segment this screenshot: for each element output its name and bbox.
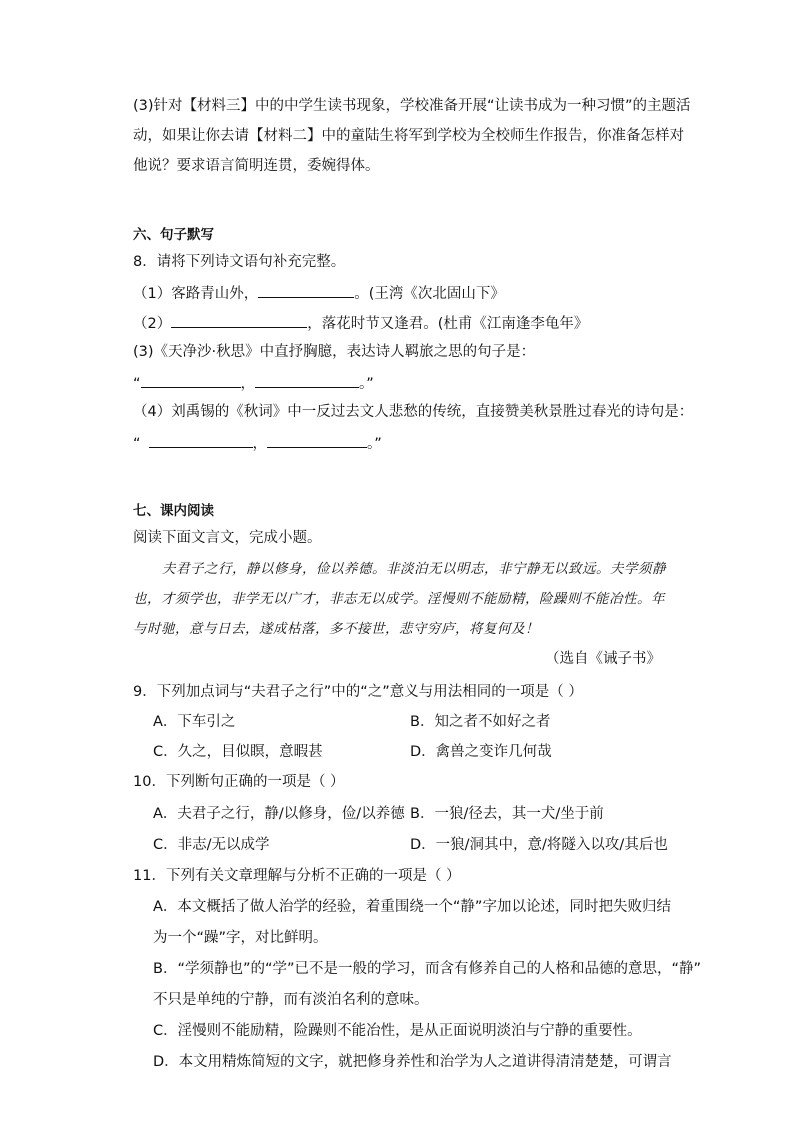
q10-option-a[interactable]: A．夫君子之行，静/以修身，俭/以养德	[153, 806, 405, 822]
q8-item2-text: ，落花时节又逢君。(杜甫《江南逢李龟年》	[307, 316, 589, 332]
q8-item4: （4）刘禹锡的《秋词》中一反过去文人悲愁的传统，直接赞美秋景胜过春光的诗句是：	[133, 404, 694, 420]
q9-option-c[interactable]: C．久之，目似瞑，意暇甚	[153, 744, 323, 760]
close-quote: 。”	[367, 436, 382, 452]
q3-prompt-line3: 他说？要求语言简明连贯，委婉得体。	[133, 158, 380, 174]
q11-option-a-line1[interactable]: A．本文概括了做人治学的经验，着重围绕一个“静”字加以论述，同时把失败归结	[153, 899, 671, 915]
passage-line2: 也，才须学也，非学无以广才，非志无以成学。淫慢则不能励精，险躁则不能冶性。年	[133, 591, 665, 607]
section6-title: 六、句子默写	[133, 227, 214, 243]
section7-title: 七、课内阅读	[133, 503, 214, 519]
q8-item1-source: 。(王湾《次北固山下》	[354, 286, 505, 302]
q8-item2-label: （2）	[133, 316, 172, 332]
answer-blank[interactable]	[267, 433, 367, 448]
comma: ，	[252, 436, 268, 452]
q11-option-a-line2: 为一个“躁”字，对比鲜明。	[153, 930, 328, 946]
comma: ，	[240, 376, 256, 392]
passage-line1: 夫君子之行，静以修身，俭以养德。非淡泊无以明志，非宁静无以致远。夫学须静	[162, 561, 666, 577]
answer-blank[interactable]	[149, 433, 253, 448]
q10-stem: 10．下列断句正确的一项是（ ）	[133, 774, 345, 790]
q3-prompt-line2: 动，如果让你去请【材料二】中的童陆生将军到学校为全校师生作报告，你准备怎样对	[133, 128, 684, 144]
q8-item1-text: （1）客路青山外，	[133, 286, 259, 302]
q9-option-b[interactable]: B．知之者不如好之者	[410, 714, 551, 730]
q9-stem: 9．下列加点词与“夫君子之行”中的“之”意义与用法相同的一项是（ ）	[133, 684, 583, 700]
q11-option-b-line1[interactable]: B．“学须静也”的“学”已不是一般的学习，而含有修养自己的人格和品德的意思，“静”	[153, 961, 702, 977]
q8-stem: 8．请将下列诗文语句补充完整。	[133, 254, 346, 270]
q11-option-c[interactable]: C．淫慢则不能励精，险躁则不能冶性，是从正面说明淡泊与宁静的重要性。	[153, 1023, 642, 1039]
passage-source: （选自《诫子书》	[545, 651, 661, 667]
reading-intro: 阅读下面文言文，完成小题。	[133, 530, 322, 546]
q10-option-b[interactable]: B．一狼/径去，其一犬/坐于前	[410, 806, 604, 822]
q10-option-d[interactable]: D．一狼/洞其中，意/将隧入以攻/其后也	[410, 837, 668, 853]
passage-line3: 与时驰，意与日去，遂成枯落，多不接世，悲守穷庐，将复何及！	[133, 621, 539, 637]
close-quote: 。”	[359, 376, 374, 392]
answer-blank[interactable]	[255, 373, 359, 388]
q8-item4-answer	[133, 433, 382, 453]
q11-option-d-line1[interactable]: D．本文用精炼简短的文字，就把修身养性和治学为人之道讲得清清楚楚，可谓言	[153, 1054, 672, 1070]
open-quote: “	[133, 376, 141, 392]
q9-option-d[interactable]: D．禽兽之变诈几何哉	[410, 744, 552, 760]
q3-prompt-line1: (3)针对【材料三】中的中学生读书现象，学校准备开展“让读书成为一种习惯”的主题活	[133, 98, 691, 114]
q11-option-b-line2: 不只是单纯的宁静，而有淡泊名利的意味。	[153, 992, 429, 1008]
answer-blank[interactable]	[171, 313, 307, 328]
q8-item3: (3)《天净沙·秋思》中直抒胸臆，表达诗人羁旅之思的句子是：	[133, 344, 536, 360]
q11-stem: 11．下列有关文章理解与分析不正确的一项是（ ）	[133, 868, 461, 884]
q8-item3-answer	[133, 373, 374, 393]
open-quote: “	[133, 436, 141, 452]
answer-blank[interactable]	[258, 283, 354, 298]
q8-item1	[133, 283, 505, 303]
q8-item2	[133, 313, 588, 333]
q10-option-c[interactable]: C．非志/无以成学	[153, 837, 270, 853]
answer-blank[interactable]	[141, 373, 241, 388]
q9-option-a[interactable]: A．下车引之	[153, 714, 236, 730]
